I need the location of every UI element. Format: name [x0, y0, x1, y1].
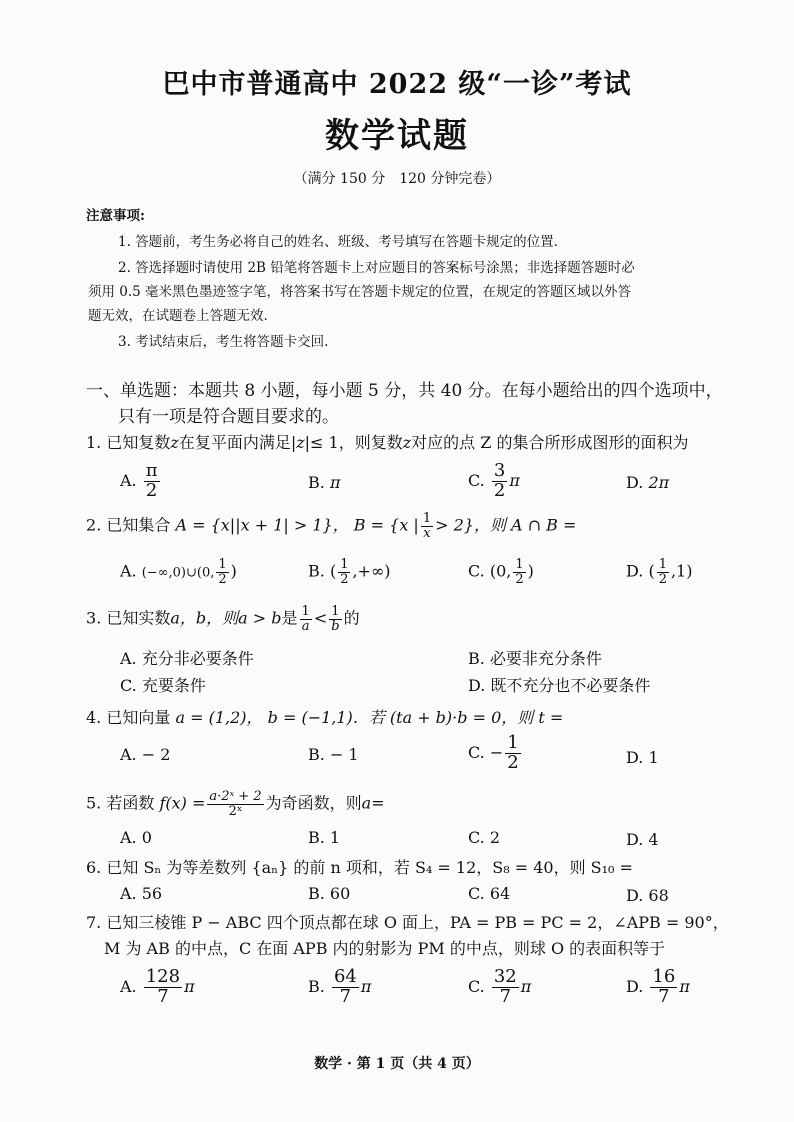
page-footer: 数学 · 第 1 页（共 4 页）: [314, 1056, 480, 1072]
question-7: 7. 已知三棱锥 P − ABC 四个顶点都在球 O 面上，PA = PB = PC = 2，∠APB = 90°，: [86, 913, 729, 932]
note-3: 3. 考试结束后，考生将答题卡交回.: [118, 334, 329, 350]
q6-option-d: D. 68: [626, 886, 669, 905]
question-1: 1. 已知复数z在复平面内满足|z|≤ 1，则复数z对应的点 Z 的集合所形成图形的面积为: [86, 433, 689, 452]
q1-option-b: B. π: [308, 473, 341, 492]
q2-option-c: C. (0, $\frac{1}{2}$ ): [468, 557, 534, 587]
q3-option-b: B. 必要非充分条件: [468, 649, 602, 668]
exam-title: 巴中市普通高中 2022 级“一诊”考试: [162, 69, 632, 100]
question-3: 3. 已知实数a，b，则a > b是 $\frac{1}{a}$ < $\frac{1}{b}$ 的: [86, 604, 360, 634]
q2-option-a: A. (−∞,0)∪(0, $\frac{1}{2}$ ): [120, 557, 237, 587]
notes-heading: 注意事项:: [86, 208, 145, 224]
question-5: 5. 若函数 f(x) = $\frac{\text{a·2ˣ + 2}}{\text{2ˣ}}$ 为奇函数，则a=: [86, 789, 385, 819]
question-4: 4. 已知向量 a = (1,2)， b = (−1,1)．若 (ta + b)·b = 0，则 t =: [86, 708, 564, 727]
q4-option-c: C. − $\frac{1}{2}$: [468, 732, 519, 773]
q4-option-a: A. − 2: [120, 745, 171, 764]
q6-option-b: B. 60: [308, 884, 351, 903]
note-2-cont2: 题无效，在试题卷上答题无效.: [88, 308, 268, 324]
q5-option-d: D. 4: [626, 830, 659, 849]
q3-option-c: C. 充要条件: [120, 676, 206, 695]
q7-option-d: D. $\frac{16}{7}$ π: [626, 966, 690, 1007]
q7-option-b: B. $\frac{64}{7}$ π: [308, 966, 372, 1007]
section-heading: 一、单选题：本题共 8 小题，每小题 5 分，共 40 分。在每小题给出的四个选项中，: [86, 381, 723, 401]
q7-option-c: C. $\frac{32}{7}$ π: [468, 966, 532, 1007]
q7-option-a: A. $\frac{128}{7}$ π: [120, 966, 195, 1007]
q4-option-d: D. 1: [626, 748, 659, 767]
section-heading-cont: 只有一项是符合题目要求的。: [118, 407, 339, 427]
q4-option-b: B. − 1: [308, 745, 359, 764]
question-2: 2. 已知集合 A = {x||x + 1| > 1}， B = {x | $\frac{1}{x}$ > 2}，则 A ∩ B =: [86, 511, 577, 541]
q2-option-b: B. ( $\frac{1}{2}$ ,+∞): [308, 557, 391, 587]
q5-option-b: B. 1: [308, 828, 341, 847]
q5-option-a: A. 0: [120, 828, 152, 847]
q1-option-c: C. $\frac{3}{2}$ π: [468, 460, 520, 501]
q6-option-a: A. 56: [120, 884, 163, 903]
q3-option-a: A. 充分非必要条件: [120, 649, 254, 668]
exam-subtitle: （满分 150 分 120 分钟完卷）: [293, 171, 501, 187]
q6-option-c: C. 64: [468, 884, 511, 903]
q1-option-d: D. 2π: [626, 473, 670, 492]
note-1: 1. 答题前，考生务必将自己的姓名、班级、考号填写在答题卡规定的位置.: [118, 234, 558, 250]
subject-title: 数学试题: [325, 116, 469, 156]
q1-option-a: A. $\frac{\pi}{2}$: [120, 460, 158, 501]
note-2: 2. 答选择题时请使用 2B 铅笔将答题卡上对应题目的答案标号涂黑；非选择题答题时必: [118, 260, 635, 276]
q5-option-c: C. 2: [468, 828, 501, 847]
q3-option-d: D. 既不充分也不必要条件: [468, 676, 651, 695]
q2-option-d: D. ( $\frac{1}{2}$ ,1): [626, 557, 693, 587]
note-2-cont: 须用 0.5 毫米黑色墨迹签字笔，将答案书写在答题卡规定的位置，在规定的答题区域以外答: [88, 284, 632, 300]
question-6: 6. 已知 Sₙ 为等差数列 {aₙ} 的前 n 项和，若 S₄ = 12，S₈ = 40，则 S₁₀ =: [86, 858, 633, 877]
question-7-cont: M 为 AB 的中点，C 在面 APB 内的射影为 PM 的中点，则球 O 的表面积等于: [104, 939, 666, 958]
